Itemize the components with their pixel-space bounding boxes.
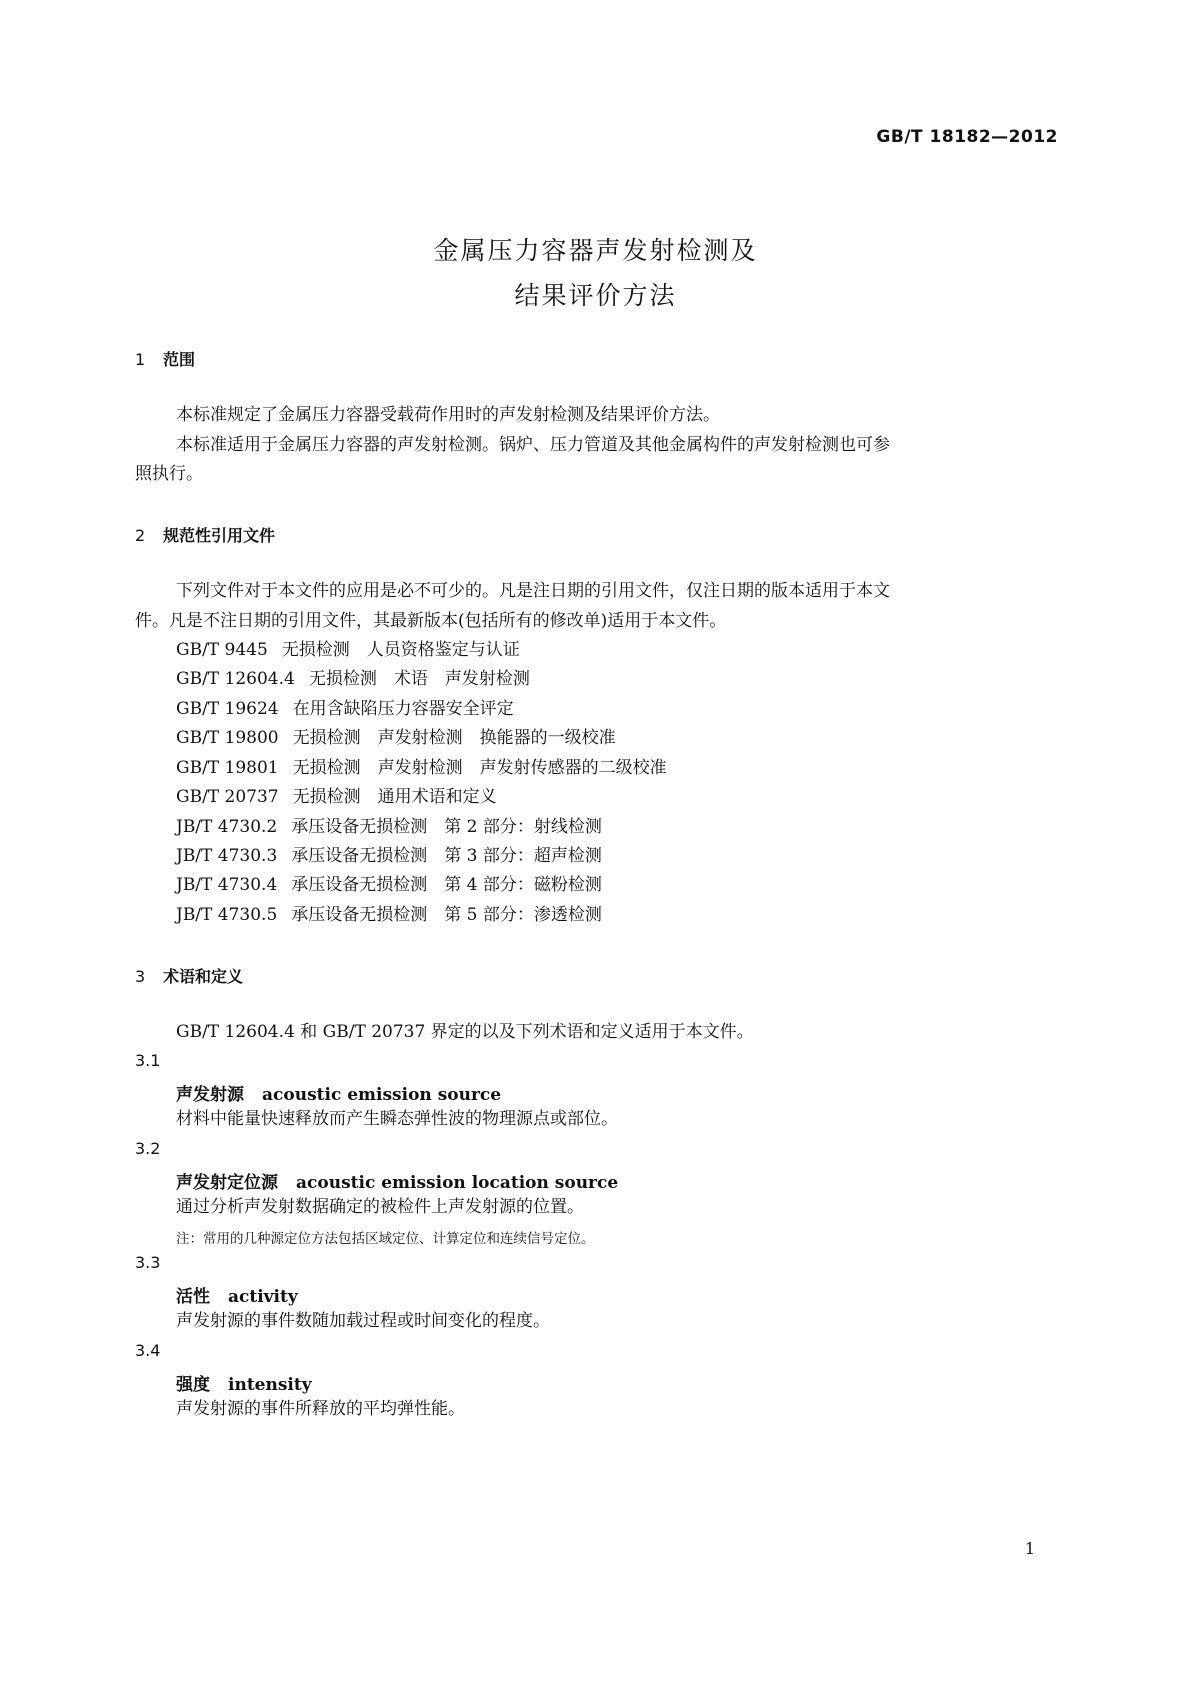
term-entry: [176, 1080, 501, 1105]
reference-code: JB/T 4730.3: [176, 846, 278, 866]
reference-item: [176, 841, 602, 866]
section-3-heading: [135, 964, 243, 987]
reference-title: 无损检测 声发射检测 换能器的一级校准: [292, 728, 616, 748]
clause-number: 3.1: [135, 1051, 161, 1070]
section-title: 规范性引用文件: [163, 526, 276, 545]
term-definition: 声发射源的事件数随加载过程或时间变化的程度。: [176, 1311, 550, 1331]
term-chinese: 强度: [176, 1375, 210, 1395]
term-definition: 声发射源的事件所释放的平均弹性能。: [176, 1399, 465, 1419]
reference-item: [176, 723, 616, 748]
section-1-heading: [135, 347, 195, 370]
reference-title: 无损检测 声发射检测 声发射传感器的二级校准: [292, 758, 667, 778]
reference-code: GB/T 9445: [176, 640, 268, 660]
reference-item: [176, 694, 514, 719]
reference-item: [176, 664, 530, 689]
reference-title: 承压设备无损检测 第 3 部分：超声检测: [291, 846, 602, 866]
term-chinese: 声发射定位源: [176, 1173, 278, 1193]
reference-title: 承压设备无损检测 第 2 部分：射线检测: [291, 817, 602, 837]
section-number: 2: [135, 526, 146, 545]
clause-number: 3.2: [135, 1139, 161, 1158]
section-1-paragraph-1: 本标准规定了金属压力容器受载荷作用时的声发射检测及结果评价方法。: [176, 405, 720, 425]
reference-code: GB/T 20737: [176, 787, 279, 807]
term-chinese: 活性: [176, 1287, 210, 1307]
section-1-paragraph-2-line-2: 照执行。: [135, 464, 203, 484]
reference-item: [176, 812, 602, 837]
section-2-heading: [135, 523, 275, 546]
reference-item: [176, 753, 667, 778]
reference-code: GB/T 19624: [176, 699, 279, 719]
term-english: activity: [228, 1287, 298, 1307]
section-number: 3: [135, 967, 146, 986]
document-title-line2: 结果评价方法: [514, 281, 677, 310]
section-2-paragraph-line-1: 下列文件对于本文件的应用是必不可少的。凡是注日期的引用文件，仅注日期的版本适用于本文: [176, 581, 890, 601]
term-definition: 通过分析声发射数据确定的被检件上声发射源的位置。: [176, 1197, 584, 1217]
section-title: 术语和定义: [163, 967, 244, 986]
section-2-paragraph-line-2: 件。凡是不注日期的引用文件，其最新版本(包括所有的修改单)适用于本文件。: [135, 611, 727, 631]
reference-item: [176, 782, 497, 807]
term-entry: [176, 1370, 312, 1395]
reference-item: [176, 870, 602, 895]
section-number: 1: [135, 350, 146, 369]
page-number: 1: [1024, 1539, 1035, 1558]
reference-title: 无损检测 通用术语和定义: [292, 787, 497, 807]
reference-code: JB/T 4730.4: [176, 875, 278, 895]
term-definition: 材料中能量快速释放而产生瞬态弹性波的物理源点或部位。: [176, 1109, 618, 1129]
reference-code: GB/T 12604.4: [176, 669, 295, 689]
reference-title: 承压设备无损检测 第 4 部分：磁粉检测: [291, 875, 602, 895]
section-1-paragraph-2-line-1: 本标准适用于金属压力容器的声发射检测。锅炉、压力管道及其他金属构件的声发射检测也可参: [176, 435, 890, 455]
term-english: intensity: [228, 1375, 312, 1395]
reference-code: GB/T 19800: [176, 728, 279, 748]
section-title: 范围: [163, 350, 196, 369]
reference-code: JB/T 4730.5: [176, 905, 278, 925]
clause-number: 3.3: [135, 1253, 161, 1272]
clause-number: 3.4: [135, 1341, 161, 1360]
section-3-intro: GB/T 12604.4 和 GB/T 20737 界定的以及下列术语和定义适用于本文件。: [176, 1022, 754, 1042]
document-title-line1: 金属压力容器声发射检测及: [433, 236, 758, 265]
reference-title: 承压设备无损检测 第 5 部分：渗透检测: [291, 905, 602, 925]
reference-item: [176, 635, 520, 660]
standard-code: GB/T 18182—2012: [876, 127, 1058, 147]
reference-code: GB/T 19801: [176, 758, 279, 778]
term-english: acoustic emission location source: [296, 1173, 619, 1193]
term-english: acoustic emission source: [262, 1085, 502, 1105]
term-note: 注：常用的几种源定位方法包括区域定位、计算定位和连续信号定位。: [176, 1231, 595, 1247]
term-entry: [176, 1168, 618, 1193]
reference-item: [176, 900, 602, 925]
reference-title: 在用含缺陷压力容器安全评定: [292, 699, 514, 719]
term-entry: [176, 1282, 298, 1307]
reference-code: JB/T 4730.2: [176, 817, 278, 837]
term-chinese: 声发射源: [176, 1085, 244, 1105]
reference-title: 无损检测 人员资格鉴定与认证: [281, 640, 520, 660]
reference-title: 无损检测 术语 声发射检测: [308, 669, 530, 689]
